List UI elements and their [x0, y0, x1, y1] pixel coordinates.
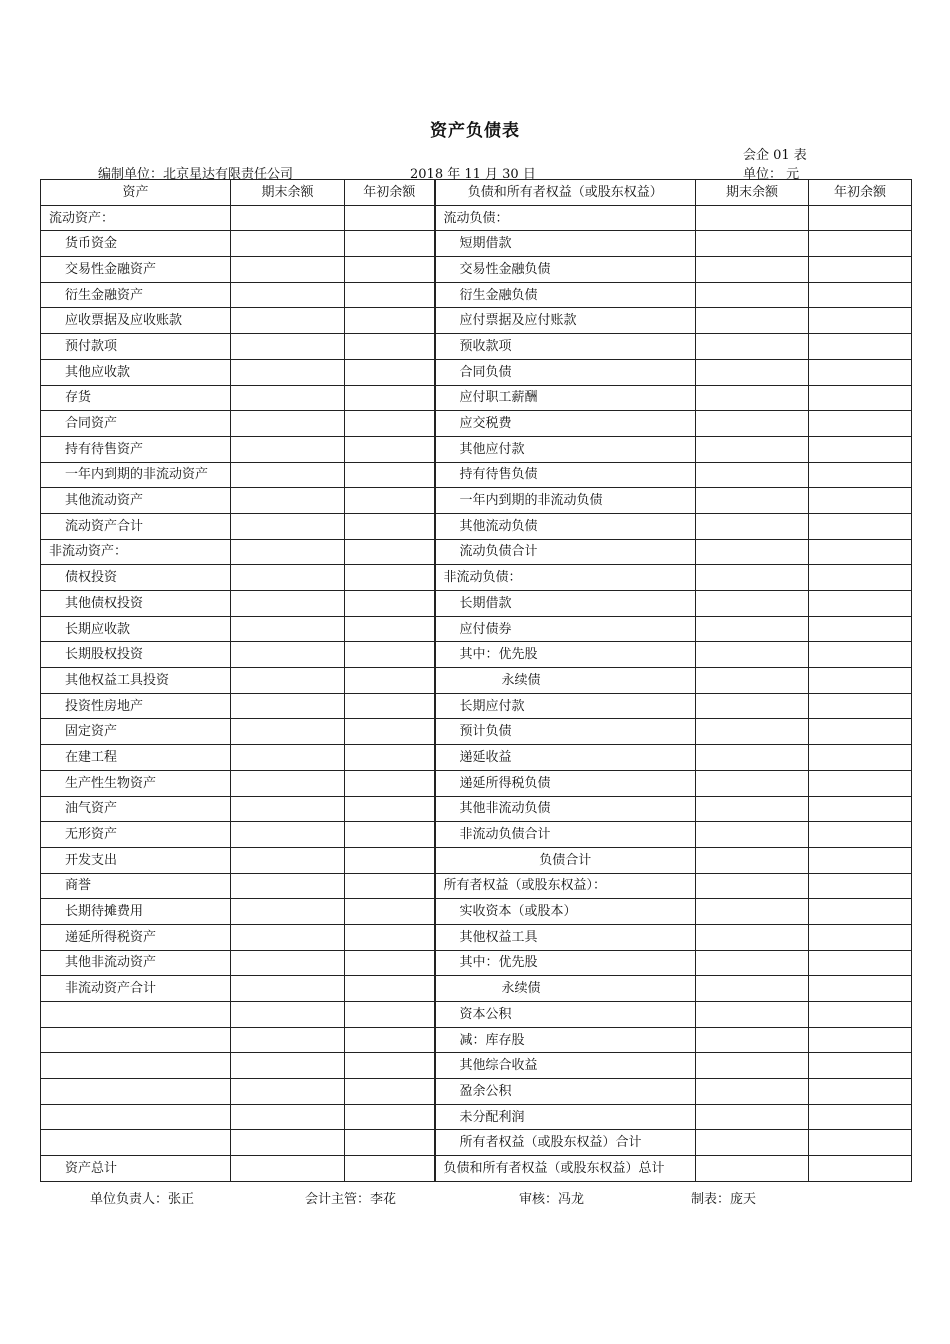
asset-end-balance-cell	[231, 591, 345, 617]
asset-end-balance-cell	[231, 796, 345, 822]
asset-item-label: 持有待售资产	[41, 436, 231, 462]
asset-item-label: 非流动资产：	[41, 539, 231, 565]
asset-end-balance-cell	[231, 976, 345, 1002]
table-row	[41, 796, 912, 822]
liability-end-balance-cell	[696, 796, 809, 822]
asset-begin-balance-cell	[345, 1053, 435, 1079]
asset-end-balance-cell	[231, 257, 345, 283]
asset-begin-balance-cell	[345, 1130, 435, 1156]
asset-begin-balance-cell	[345, 359, 435, 385]
liability-item-label: 短期借款	[435, 231, 696, 257]
table-row	[41, 950, 912, 976]
asset-end-balance-cell	[231, 1053, 345, 1079]
table-row	[41, 770, 912, 796]
liability-end-balance-cell	[696, 359, 809, 385]
liability-end-balance-cell	[696, 1104, 809, 1130]
liability-end-balance-cell	[696, 822, 809, 848]
report-date: 2018 年 11 月 30 日	[410, 167, 536, 182]
table-row	[41, 642, 912, 668]
asset-end-balance-cell	[231, 436, 345, 462]
asset-begin-balance-cell	[345, 565, 435, 591]
table-row	[41, 282, 912, 308]
liability-begin-balance-cell	[809, 924, 912, 950]
liability-item-label: 其中：优先股	[435, 642, 696, 668]
table-row	[41, 616, 912, 642]
asset-end-balance-cell	[231, 334, 345, 360]
header-assets-end-balance: 期末余额	[231, 180, 345, 206]
asset-begin-balance-cell	[345, 668, 435, 694]
liability-end-balance-cell	[696, 462, 809, 488]
table-row	[41, 1104, 912, 1130]
asset-end-balance-cell	[231, 642, 345, 668]
table-row	[41, 488, 912, 514]
asset-end-balance-cell	[231, 539, 345, 565]
liability-begin-balance-cell	[809, 1053, 912, 1079]
liability-end-balance-cell	[696, 308, 809, 334]
liability-end-balance-cell	[696, 436, 809, 462]
liability-begin-balance-cell	[809, 359, 912, 385]
liability-item-label: 长期借款	[435, 591, 696, 617]
asset-item-label: 资产总计	[41, 1156, 231, 1182]
asset-item-label: 非流动资产合计	[41, 976, 231, 1002]
asset-end-balance-cell	[231, 231, 345, 257]
table-row	[41, 565, 912, 591]
header-liab-begin-balance: 年初余额	[809, 180, 912, 206]
table-row	[41, 462, 912, 488]
liability-end-balance-cell	[696, 924, 809, 950]
form-code: 会企 01 表	[743, 148, 807, 163]
table-row	[41, 924, 912, 950]
liability-end-balance-cell	[696, 539, 809, 565]
liability-end-balance-cell	[696, 693, 809, 719]
table-row	[41, 591, 912, 617]
liability-item-label: 流动负债：	[435, 205, 696, 231]
liability-end-balance-cell	[696, 719, 809, 745]
liability-begin-balance-cell	[809, 770, 912, 796]
asset-item-label: 合同资产	[41, 411, 231, 437]
asset-item-label: 长期待摊费用	[41, 899, 231, 925]
asset-begin-balance-cell	[345, 462, 435, 488]
table-row	[41, 231, 912, 257]
asset-item-label: 投资性房地产	[41, 693, 231, 719]
table-row	[41, 847, 912, 873]
asset-item-label: 长期应收款	[41, 616, 231, 642]
asset-item-label	[41, 1079, 231, 1105]
liability-begin-balance-cell	[809, 822, 912, 848]
liability-end-balance-cell	[696, 257, 809, 283]
liability-item-label: 负债和所有者权益（或股东权益）总计	[435, 1156, 696, 1182]
liability-end-balance-cell	[696, 847, 809, 873]
asset-end-balance-cell	[231, 308, 345, 334]
table-row	[41, 822, 912, 848]
liability-end-balance-cell	[696, 668, 809, 694]
footer-unit-head: 单位负责人：张正	[90, 1192, 195, 1207]
asset-begin-balance-cell	[345, 411, 435, 437]
page-title: 资产负债表	[430, 121, 520, 141]
asset-end-balance-cell	[231, 1002, 345, 1028]
header-row	[41, 180, 912, 206]
liability-end-balance-cell	[696, 950, 809, 976]
liability-item-label: 长期应付款	[435, 693, 696, 719]
liability-begin-balance-cell	[809, 462, 912, 488]
asset-end-balance-cell	[231, 513, 345, 539]
liability-item-label: 应付票据及应付账款	[435, 308, 696, 334]
asset-item-label	[41, 1104, 231, 1130]
liability-item-label: 所有者权益（或股东权益）：	[435, 873, 696, 899]
asset-item-label: 应收票据及应收账款	[41, 308, 231, 334]
asset-begin-balance-cell	[345, 719, 435, 745]
asset-end-balance-cell	[231, 693, 345, 719]
header-assets: 资产	[41, 180, 231, 206]
liability-item-label: 其他流动负债	[435, 513, 696, 539]
asset-item-label: 流动资产：	[41, 205, 231, 231]
table-row	[41, 668, 912, 694]
liability-end-balance-cell	[696, 1079, 809, 1105]
asset-end-balance-cell	[231, 1027, 345, 1053]
asset-end-balance-cell	[231, 616, 345, 642]
table-row	[41, 411, 912, 437]
asset-item-label: 在建工程	[41, 745, 231, 771]
liability-begin-balance-cell	[809, 745, 912, 771]
asset-begin-balance-cell	[345, 693, 435, 719]
liability-begin-balance-cell	[809, 873, 912, 899]
asset-item-label	[41, 1027, 231, 1053]
asset-end-balance-cell	[231, 411, 345, 437]
liability-begin-balance-cell	[809, 436, 912, 462]
asset-begin-balance-cell	[345, 976, 435, 1002]
header-liabilities-equity: 负债和所有者权益（或股东权益）	[435, 180, 696, 206]
asset-end-balance-cell	[231, 668, 345, 694]
liability-begin-balance-cell	[809, 565, 912, 591]
liability-item-label: 永续债	[435, 976, 696, 1002]
liability-item-label: 预收款项	[435, 334, 696, 360]
asset-begin-balance-cell	[345, 642, 435, 668]
asset-end-balance-cell	[231, 822, 345, 848]
asset-item-label: 递延所得税资产	[41, 924, 231, 950]
liability-end-balance-cell	[696, 565, 809, 591]
liability-end-balance-cell	[696, 745, 809, 771]
asset-begin-balance-cell	[345, 282, 435, 308]
liability-item-label: 永续债	[435, 668, 696, 694]
table-row	[41, 436, 912, 462]
liability-end-balance-cell	[696, 591, 809, 617]
liability-begin-balance-cell	[809, 668, 912, 694]
table-row	[41, 1002, 912, 1028]
balance-sheet-table	[40, 179, 912, 1182]
liability-item-label: 盈余公积	[435, 1079, 696, 1105]
asset-end-balance-cell	[231, 1130, 345, 1156]
liability-end-balance-cell	[696, 616, 809, 642]
liability-end-balance-cell	[696, 488, 809, 514]
liability-begin-balance-cell	[809, 976, 912, 1002]
table-row	[41, 1079, 912, 1105]
asset-begin-balance-cell	[345, 924, 435, 950]
liability-end-balance-cell	[696, 282, 809, 308]
footer-accounting-supervisor: 会计主管：李花	[305, 1192, 397, 1207]
asset-begin-balance-cell	[345, 591, 435, 617]
asset-begin-balance-cell	[345, 1104, 435, 1130]
asset-begin-balance-cell	[345, 488, 435, 514]
asset-end-balance-cell	[231, 950, 345, 976]
compiler-unit: 编制单位：北京星达有限责任公司	[98, 167, 294, 182]
liability-begin-balance-cell	[809, 693, 912, 719]
table-row	[41, 257, 912, 283]
asset-end-balance-cell	[231, 873, 345, 899]
liability-begin-balance-cell	[809, 411, 912, 437]
asset-end-balance-cell	[231, 899, 345, 925]
asset-end-balance-cell	[231, 745, 345, 771]
table-row	[41, 693, 912, 719]
liability-item-label: 实收资本（或股本）	[435, 899, 696, 925]
table-row	[41, 1053, 912, 1079]
liability-end-balance-cell	[696, 899, 809, 925]
asset-item-label: 存货	[41, 385, 231, 411]
liability-item-label: 其他权益工具	[435, 924, 696, 950]
liability-begin-balance-cell	[809, 334, 912, 360]
liability-item-label: 减：库存股	[435, 1027, 696, 1053]
liability-item-label: 未分配利润	[435, 1104, 696, 1130]
asset-begin-balance-cell	[345, 231, 435, 257]
asset-end-balance-cell	[231, 1079, 345, 1105]
asset-begin-balance-cell	[345, 1027, 435, 1053]
liability-item-label: 衍生金融负债	[435, 282, 696, 308]
table-row	[41, 873, 912, 899]
asset-begin-balance-cell	[345, 770, 435, 796]
liability-item-label: 应交税费	[435, 411, 696, 437]
header-liab-end-balance: 期末余额	[696, 180, 809, 206]
table-row	[41, 334, 912, 360]
liability-begin-balance-cell	[809, 719, 912, 745]
asset-begin-balance-cell	[345, 385, 435, 411]
liability-begin-balance-cell	[809, 308, 912, 334]
liability-begin-balance-cell	[809, 796, 912, 822]
asset-begin-balance-cell	[345, 1002, 435, 1028]
liability-item-label: 持有待售负债	[435, 462, 696, 488]
asset-item-label	[41, 1130, 231, 1156]
asset-begin-balance-cell	[345, 873, 435, 899]
asset-end-balance-cell	[231, 462, 345, 488]
liability-item-label: 所有者权益（或股东权益）合计	[435, 1130, 696, 1156]
asset-item-label: 其他非流动资产	[41, 950, 231, 976]
asset-begin-balance-cell	[345, 745, 435, 771]
liability-item-label: 资本公积	[435, 1002, 696, 1028]
liability-end-balance-cell	[696, 873, 809, 899]
liability-begin-balance-cell	[809, 642, 912, 668]
asset-begin-balance-cell	[345, 205, 435, 231]
table-row	[41, 539, 912, 565]
asset-item-label: 货币资金	[41, 231, 231, 257]
liability-item-label: 非流动负债合计	[435, 822, 696, 848]
liability-item-label: 其他综合收益	[435, 1053, 696, 1079]
asset-begin-balance-cell	[345, 539, 435, 565]
table-row	[41, 745, 912, 771]
table-row	[41, 1130, 912, 1156]
asset-end-balance-cell	[231, 359, 345, 385]
liability-begin-balance-cell	[809, 616, 912, 642]
asset-item-label: 开发支出	[41, 847, 231, 873]
asset-item-label: 油气资产	[41, 796, 231, 822]
liability-end-balance-cell	[696, 770, 809, 796]
table-row	[41, 719, 912, 745]
currency-unit: 单位： 元	[743, 167, 800, 182]
table-row	[41, 205, 912, 231]
table-row	[41, 308, 912, 334]
liability-item-label: 负债合计	[435, 847, 696, 873]
asset-item-label: 长期股权投资	[41, 642, 231, 668]
liability-begin-balance-cell	[809, 1079, 912, 1105]
liability-end-balance-cell	[696, 1027, 809, 1053]
table-row	[41, 513, 912, 539]
asset-end-balance-cell	[231, 488, 345, 514]
liability-begin-balance-cell	[809, 231, 912, 257]
liability-begin-balance-cell	[809, 1027, 912, 1053]
asset-item-label: 交易性金融资产	[41, 257, 231, 283]
asset-end-balance-cell	[231, 205, 345, 231]
liability-item-label: 预计负债	[435, 719, 696, 745]
asset-end-balance-cell	[231, 719, 345, 745]
asset-begin-balance-cell	[345, 899, 435, 925]
liability-begin-balance-cell	[809, 257, 912, 283]
asset-end-balance-cell	[231, 1104, 345, 1130]
asset-end-balance-cell	[231, 924, 345, 950]
liability-end-balance-cell	[696, 231, 809, 257]
asset-end-balance-cell	[231, 770, 345, 796]
liability-item-label: 交易性金融负债	[435, 257, 696, 283]
liability-begin-balance-cell	[809, 1156, 912, 1182]
table-row	[41, 359, 912, 385]
asset-begin-balance-cell	[345, 950, 435, 976]
liability-item-label: 非流动负债：	[435, 565, 696, 591]
asset-begin-balance-cell	[345, 1156, 435, 1182]
asset-begin-balance-cell	[345, 257, 435, 283]
liability-end-balance-cell	[696, 205, 809, 231]
liability-item-label: 其中：优先股	[435, 950, 696, 976]
asset-item-label: 其他权益工具投资	[41, 668, 231, 694]
table-row	[41, 976, 912, 1002]
asset-end-balance-cell	[231, 565, 345, 591]
liability-begin-balance-cell	[809, 899, 912, 925]
table-row	[41, 899, 912, 925]
liability-item-label: 应付职工薪酬	[435, 385, 696, 411]
asset-item-label: 固定资产	[41, 719, 231, 745]
asset-begin-balance-cell	[345, 822, 435, 848]
footer-reviewer: 审核：冯龙	[519, 1192, 585, 1207]
asset-item-label: 其他债权投资	[41, 591, 231, 617]
liability-end-balance-cell	[696, 334, 809, 360]
liability-end-balance-cell	[696, 513, 809, 539]
liability-end-balance-cell	[696, 385, 809, 411]
asset-item-label: 商誉	[41, 873, 231, 899]
asset-begin-balance-cell	[345, 1079, 435, 1105]
asset-item-label: 生产性生物资产	[41, 770, 231, 796]
asset-begin-balance-cell	[345, 308, 435, 334]
liability-begin-balance-cell	[809, 847, 912, 873]
asset-end-balance-cell	[231, 385, 345, 411]
liability-begin-balance-cell	[809, 1130, 912, 1156]
asset-end-balance-cell	[231, 1156, 345, 1182]
liability-begin-balance-cell	[809, 539, 912, 565]
asset-item-label: 其他流动资产	[41, 488, 231, 514]
asset-begin-balance-cell	[345, 334, 435, 360]
liability-item-label: 合同负债	[435, 359, 696, 385]
asset-begin-balance-cell	[345, 436, 435, 462]
liability-begin-balance-cell	[809, 488, 912, 514]
liability-begin-balance-cell	[809, 385, 912, 411]
asset-item-label: 流动资产合计	[41, 513, 231, 539]
asset-end-balance-cell	[231, 282, 345, 308]
asset-begin-balance-cell	[345, 796, 435, 822]
liability-end-balance-cell	[696, 1130, 809, 1156]
footer-preparer: 制表：庞天	[691, 1192, 757, 1207]
asset-item-label	[41, 1053, 231, 1079]
asset-item-label: 衍生金融资产	[41, 282, 231, 308]
liability-item-label: 递延收益	[435, 745, 696, 771]
liability-item-label: 流动负债合计	[435, 539, 696, 565]
liability-begin-balance-cell	[809, 1104, 912, 1130]
asset-item-label: 无形资产	[41, 822, 231, 848]
liability-begin-balance-cell	[809, 513, 912, 539]
asset-begin-balance-cell	[345, 847, 435, 873]
liability-begin-balance-cell	[809, 950, 912, 976]
asset-item-label: 其他应收款	[41, 359, 231, 385]
liability-end-balance-cell	[696, 411, 809, 437]
asset-item-label: 一年内到期的非流动资产	[41, 462, 231, 488]
liability-end-balance-cell	[696, 1156, 809, 1182]
liability-begin-balance-cell	[809, 205, 912, 231]
liability-end-balance-cell	[696, 1053, 809, 1079]
liability-begin-balance-cell	[809, 591, 912, 617]
liability-end-balance-cell	[696, 642, 809, 668]
asset-end-balance-cell	[231, 847, 345, 873]
liability-item-label: 一年内到期的非流动负债	[435, 488, 696, 514]
liability-item-label: 应付债券	[435, 616, 696, 642]
liability-item-label: 其他应付款	[435, 436, 696, 462]
header-assets-begin-balance: 年初余额	[345, 180, 435, 206]
asset-begin-balance-cell	[345, 513, 435, 539]
table-row	[41, 1027, 912, 1053]
table-row	[41, 1156, 912, 1182]
liability-item-label: 其他非流动负债	[435, 796, 696, 822]
asset-item-label: 预付款项	[41, 334, 231, 360]
liability-begin-balance-cell	[809, 282, 912, 308]
asset-begin-balance-cell	[345, 616, 435, 642]
liability-end-balance-cell	[696, 976, 809, 1002]
liability-end-balance-cell	[696, 1002, 809, 1028]
table-row	[41, 385, 912, 411]
liability-item-label: 递延所得税负债	[435, 770, 696, 796]
liability-begin-balance-cell	[809, 1002, 912, 1028]
asset-item-label	[41, 1002, 231, 1028]
asset-item-label: 债权投资	[41, 565, 231, 591]
